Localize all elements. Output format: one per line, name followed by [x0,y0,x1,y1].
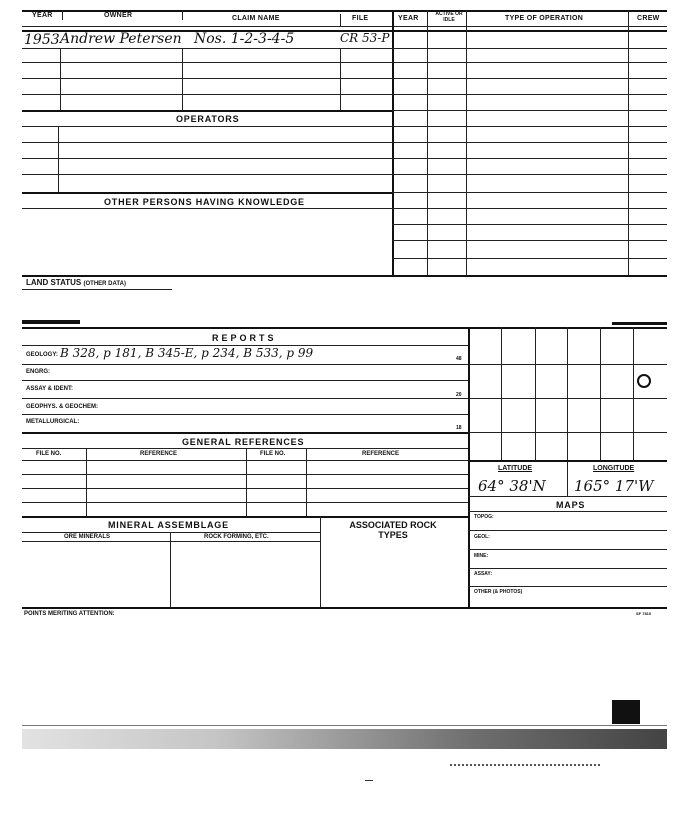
geology-label: GEOLOGY: [26,352,58,358]
geology-value: B 328, p 181, B 345-E, p 234, B 533, p 99 [60,346,314,360]
rock-forming-label: ROCK FORMING, ETC. [204,534,269,540]
maps-topog: TOPOG: [474,514,494,520]
geology-num: 48 [456,356,462,362]
header-file: FILE [352,15,369,22]
latitude-value: 64° 38'N [478,477,546,495]
ore-minerals-label: ORE MINERALS [64,534,111,540]
maps-other: OTHER (& PHOTOS) [474,589,523,595]
assay-num: 20 [456,392,462,398]
associated-rock-types: ASSOCIATED ROCK TYPES [349,520,437,540]
header-crew: CREW [637,15,660,22]
ref-header-file-no-1: FILE NO. [36,451,62,457]
ref-header-file-no-2: FILE NO. [260,451,286,457]
ref-header-reference-2: REFERENCE [362,451,400,457]
maps-mine: MINE: [474,553,489,559]
land-status [26,278,126,287]
points-meriting-attention: POINTS MERITING ATTENTION: [24,611,115,617]
metallurgical-label: METALLURGICAL: [26,419,80,425]
header-year: YEAR [32,12,53,19]
map-marker-icon [637,374,651,388]
mineral-assemblage-title: MINERAL ASSEMBLAGE [108,520,229,530]
land-status-label: LAND STATUS [26,278,82,287]
engrg-label: ENGRG: [26,369,50,375]
ref-header-reference-1: REFERENCE [140,451,178,457]
other-persons-label: OTHER PERSONS HAVING KNOWLEDGE [104,197,305,207]
header-active-idle: ACTIVE OR IDLE [435,11,463,23]
header-type-of-operation: TYPE OF OPERATION [505,15,584,22]
land-status-sub: (OTHER DATA) [83,281,126,287]
entry-file: CR 53-P [340,31,390,45]
assay-label: ASSAY & IDENT: [26,386,74,392]
maps-assay: ASSAY: [474,571,493,577]
general-references-title: GENERAL REFERENCES [182,437,305,447]
longitude-value: 165° 17'W [574,477,654,495]
header-owner: OWNER [104,12,133,19]
form-code: SF 7810 [636,611,652,616]
reports-title: REPORTS [212,333,277,343]
geophys-label: GEOPHYS. & GEOCHEM: [26,404,99,410]
entry-owner: Andrew Petersen [60,31,182,47]
operators-label: OPERATORS [176,114,240,124]
longitude-label: LONGITUDE [593,465,635,472]
entry-claim-name: Nos. 1-2-3-4-5 [194,31,295,47]
maps-title: MAPS [556,500,586,510]
entry-year: 1953 [24,32,60,48]
latitude-label: LATITUDE [498,465,533,472]
header-year-2: YEAR [398,15,419,22]
metallurgical-num: 18 [456,425,462,431]
maps-geol: GEOL: [474,534,490,540]
header-claim-name: CLAIM NAME [232,15,280,22]
